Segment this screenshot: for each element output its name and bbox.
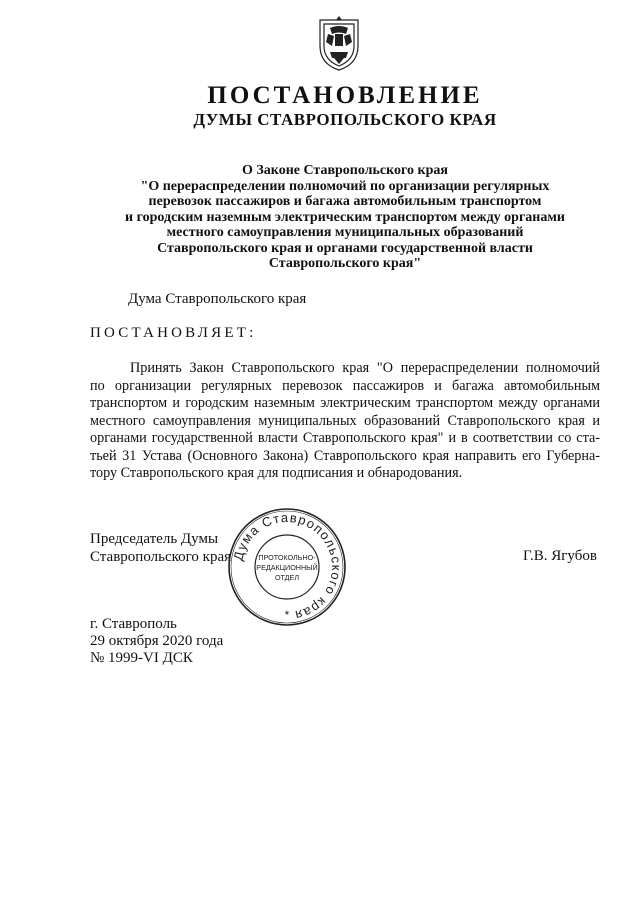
law-title-line: "О перераспределении полномочий по организации регулярных bbox=[140, 178, 550, 194]
coat-of-arms-emblem bbox=[316, 12, 362, 72]
resolution-body bbox=[90, 360, 600, 483]
body-line: органами государственной власти Ставропольского края" и в соответствии со ста- bbox=[90, 430, 600, 446]
stamp-ring-text: Дума Ставропольского края bbox=[230, 509, 345, 624]
law-title-line: и городским наземным электрическим транспортом между органами bbox=[125, 209, 565, 225]
law-title-line: перевозок пассажиров и багажа автомобильным транспортом bbox=[148, 194, 542, 209]
body-line: транспортом и городским наземным электрическим транспортом между органами bbox=[90, 395, 600, 411]
stamp-center-line: ОТДЕЛ bbox=[274, 573, 300, 582]
body-line: тьей 31 Устава (Основного Закона) Ставропольского края направить его Губерна- bbox=[90, 447, 600, 464]
law-title bbox=[90, 163, 600, 272]
document-subtitle: ДУМЫ СТАВРОПОЛЬСКОГО КРАЯ bbox=[193, 110, 497, 129]
document-footer bbox=[90, 616, 223, 667]
signer-title-line: Председатель Думы bbox=[90, 531, 219, 547]
footer-date: 29 октября 2020 года bbox=[90, 633, 224, 649]
law-title-line: местного самоуправления муниципальных образований bbox=[166, 225, 524, 240]
stamp-center-line: ПРОТОКОЛЬНО- bbox=[258, 553, 316, 562]
signer-title-line: Ставропольского края bbox=[90, 549, 231, 565]
document-title: ПОСТАНОВЛЕНИЕ bbox=[207, 82, 483, 109]
law-title-line: Ставропольского края" bbox=[268, 256, 422, 271]
stamp-star: * bbox=[284, 608, 290, 622]
resolves-word: ПОСТАНОВЛЯЕТ: bbox=[90, 325, 257, 341]
body-line: тору Ставропольского края для подписания и обнародования. bbox=[90, 465, 463, 481]
signer-title bbox=[90, 530, 231, 566]
preamble: Дума Ставропольского края bbox=[128, 291, 307, 307]
stamp-center-line: РЕДАКЦИОННЫЙ bbox=[256, 563, 318, 572]
law-title-line: О Законе Ставропольского края bbox=[242, 163, 448, 178]
official-stamp bbox=[226, 506, 348, 628]
body-line: местного самоуправления муниципальных образований Ставропольского края и bbox=[90, 412, 600, 429]
signer-name: Г.В. Ягубов bbox=[523, 548, 597, 564]
body-line: Принять Закон Ставропольского края "О перераспределении полномочий bbox=[130, 360, 600, 376]
footer-number: № 1999-VI ДСК bbox=[90, 650, 193, 666]
footer-city: г. Ставрополь bbox=[90, 616, 177, 632]
law-title-line: Ставропольского края и органами государственной власти bbox=[157, 240, 533, 256]
body-line: по организации регулярных перевозок пассажиров и багажа автомобильным bbox=[90, 377, 600, 394]
